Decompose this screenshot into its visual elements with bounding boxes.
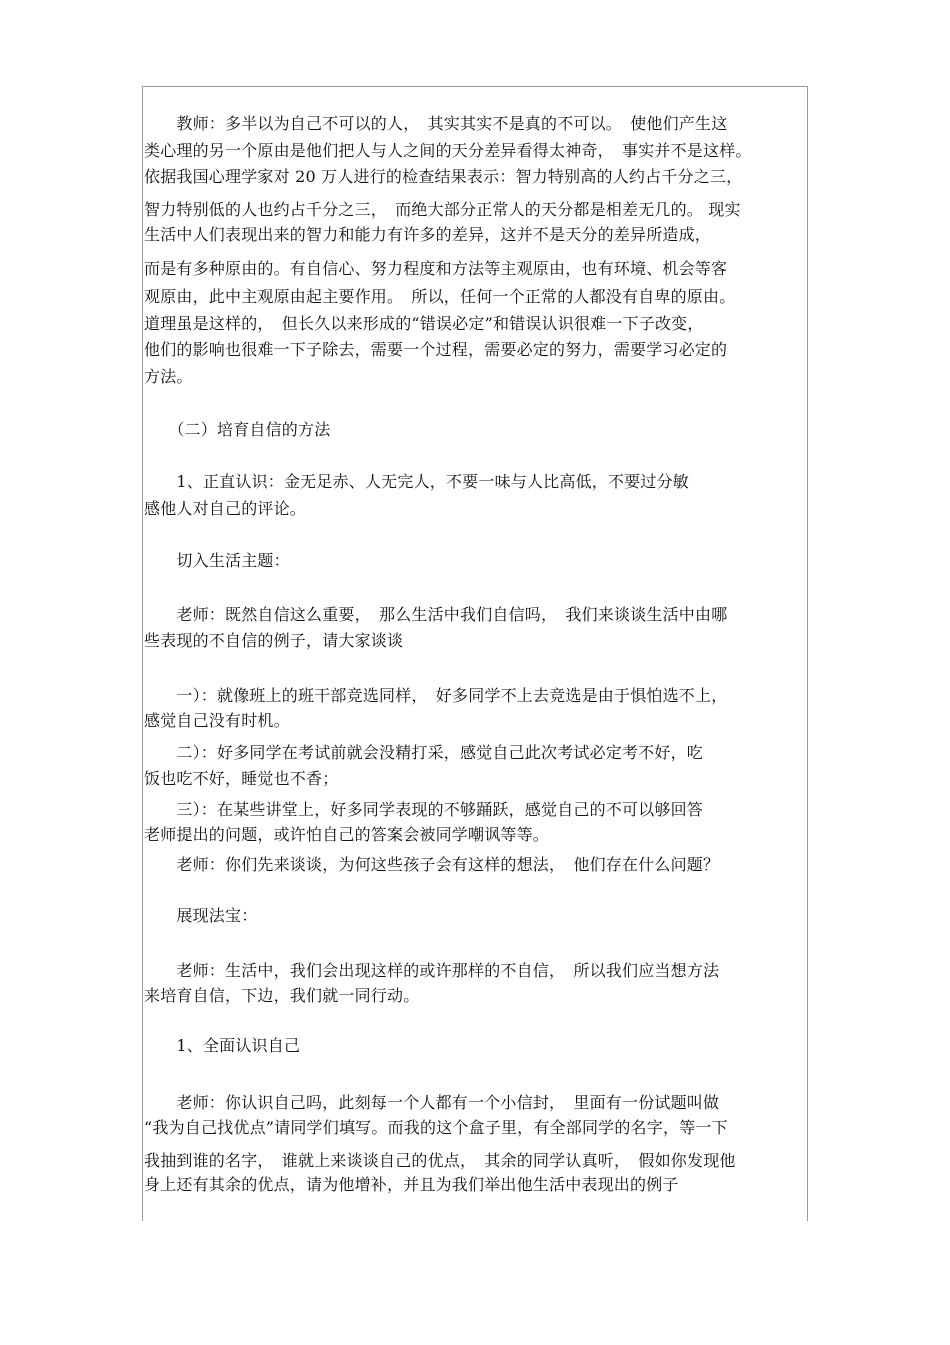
text-line: 教师：多半以为自己不可以的人， 其实其实不是真的不可以。 使他们产生这 [144, 114, 728, 133]
text-line: 切入生活主题： [144, 551, 290, 570]
text-line: 类心理的另一个原由是他们把人与人之间的天分差异看得太神奇， 事实并不是这样。 [144, 141, 752, 160]
text-line: 老师：生活中，我们会出现这样的或许那样的不自信， 所以我们应当想方法 [144, 961, 720, 980]
text-line: 老师：你认识自己吗，此刻每一个人都有一个小信封， 里面有一份试题叫做 [144, 1093, 720, 1112]
text-line: 观原由，此中主观原由起主要作用。 所以，任何一个正常的人都没有自卑的原由。 [144, 287, 736, 306]
text-line: 生活中人们表现出来的智力和能力有许多的差异，这并不是天分的差异所造成， [144, 225, 712, 244]
text-line: 1、正直认识：金无足赤、人无完人，不要一味与人比高低，不要过分敏 [144, 472, 689, 491]
text-line: 老师：你们先来谈谈，为何这些孩子会有这样的想法， 他们存在什么问题？ [144, 855, 720, 874]
text-line: 感他人对自己的评论。 [144, 499, 307, 518]
text-line: 道理虽是这样的， 但长久以来形成的“错误必定”和错误认识很难一下子改变， [144, 314, 704, 333]
text-line: 老师提出的问题，或许怕自己的答案会被同学嘲讽等等。 [144, 825, 550, 844]
text-line: 感觉自己没有时机。 [144, 711, 290, 730]
text-line: “我为自己找优点”请同学们填写。而我的这个盒子里，有全部同学的名字，等一下 [144, 1118, 728, 1137]
text-line: 依据我国心理学家对 20 万人进行的检查结果表示：智力特别高的人约占千分之三， [144, 167, 743, 186]
text-line: 而是有多种原由的。有自信心、努力程度和方法等主观原由，也有环境、机会等客 [144, 259, 728, 278]
text-line: 饭也吃不好，睡觉也不香； [144, 769, 339, 788]
text-line: 身上还有其余的优点，请为他增补，并且为我们举出他生活中表现出的例子 [144, 1175, 679, 1194]
text-line: （二）培育自信的方法 [144, 420, 331, 439]
text-line: 二）：好多同学在考试前就会没精打采，感觉自己此次考试必定考不好，吃 [144, 743, 704, 762]
text-line: 一）：就像班上的班干部竞选同样， 好多同学不上去竞选是由于惧怕选不上， [144, 686, 728, 705]
text-line: 方法。 [144, 367, 193, 386]
text-line: 老师：既然自信这么重要， 那么生活中我们自信吗， 我们来谈谈生活中由哪 [144, 605, 728, 624]
text-line: 1、全面认识自己 [144, 1036, 301, 1055]
text-line: 来培育自信，下边，我们就一同行动。 [144, 986, 420, 1005]
text-line: 三）：在某些讲堂上，好多同学表现的不够踊跃，感觉自己的不可以够回答 [144, 800, 704, 819]
text-line: 我抽到谁的名字， 谁就上来谈谈自己的优点， 其余的同学认真听， 假如你发现他 [144, 1151, 736, 1170]
text-line: 智力特别低的人也约占千分之三， 而绝大部分正常人的天分都是相差无几的。 现实 [144, 200, 741, 219]
text-line: 展现法宝： [144, 906, 258, 925]
text-line: 他们的影响也很难一下子除去，需要一个过程，需要必定的努力，需要学习必定的 [144, 340, 728, 359]
text-line: 些表现的不自信的例子，请大家谈谈 [144, 631, 404, 650]
